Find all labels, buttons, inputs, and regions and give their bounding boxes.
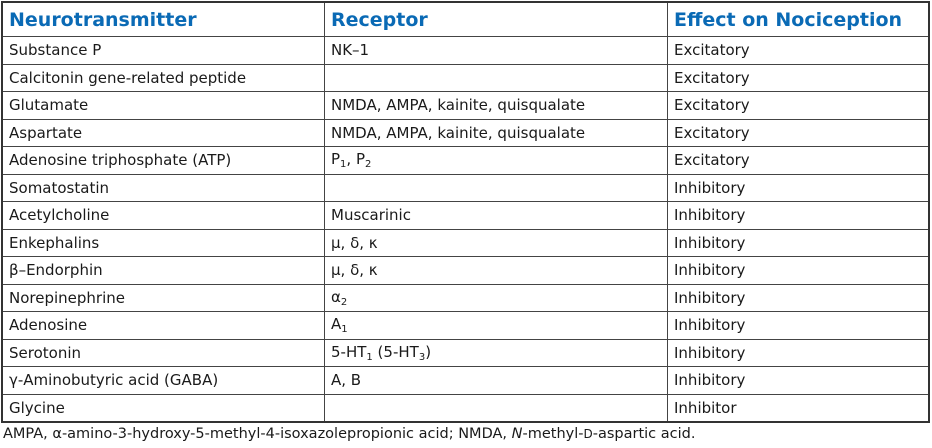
neurotransmitter-cell: Somatostatin	[2, 174, 325, 202]
receptor-text: 5-HT	[331, 342, 367, 361]
receptor-text: μ, δ, κ	[331, 233, 378, 252]
receptor-cell	[325, 64, 668, 92]
table-row	[2, 284, 929, 312]
receptor-text: A, B	[331, 371, 362, 390]
effect-cell: Inhibitory	[668, 367, 930, 395]
table-row	[2, 394, 929, 422]
receptor-cell	[325, 394, 668, 422]
table-row	[2, 257, 929, 285]
receptor-subscript: 2	[340, 296, 348, 308]
table-row	[2, 119, 929, 147]
footnote-text: -aspartic acid.	[592, 426, 696, 442]
neurotransmitter-cell: Acetylcholine	[2, 202, 325, 230]
effect-cell: Inhibitory	[668, 229, 930, 257]
footnote-text: -methyl-	[522, 426, 584, 442]
receptor-subscript: 1	[341, 324, 348, 336]
footnote	[3, 426, 695, 442]
neurotransmitter-cell: Substance P	[2, 37, 325, 65]
table-row	[2, 202, 929, 230]
receptor-cell	[325, 92, 668, 120]
receptor-text: NMDA, AMPA, kainite, quisqualate	[331, 123, 586, 142]
receptor-cell	[325, 284, 668, 312]
receptor-text: Muscarinic	[331, 206, 411, 225]
effect-cell: Inhibitor	[668, 394, 930, 422]
receptor-cell	[325, 339, 668, 367]
header-effect: Effect on Nociception	[668, 2, 930, 37]
effect-cell: Inhibitory	[668, 284, 930, 312]
receptor-text: NMDA, AMPA, kainite, quisqualate	[331, 96, 586, 115]
receptor-subscript: 3	[418, 351, 426, 363]
header-row	[2, 2, 929, 37]
neurotransmitter-cell: Norepinephrine	[2, 284, 325, 312]
receptor-subscript: 1	[340, 159, 347, 171]
table-row	[2, 37, 929, 65]
table-row	[2, 147, 929, 175]
neurotransmitter-cell: β–Endorphin	[2, 257, 325, 285]
neurotransmitter-cell: Serotonin	[2, 339, 325, 367]
effect-cell: Excitatory	[668, 92, 930, 120]
table-row	[2, 229, 929, 257]
footnote-italic: N	[511, 426, 523, 442]
table-row	[2, 64, 929, 92]
receptor-cell	[325, 202, 668, 230]
receptor-text: α	[331, 287, 341, 306]
table-row	[2, 339, 929, 367]
receptor-text: (5-HT	[372, 342, 419, 361]
effect-cell: Inhibitory	[668, 312, 930, 340]
neurotransmitter-cell: Glutamate	[2, 92, 325, 120]
receptor-subscript: 1	[366, 351, 373, 363]
neurotransmitter-cell: Calcitonin gene-related peptide	[2, 64, 325, 92]
receptor-cell	[325, 37, 668, 65]
table-row	[2, 312, 929, 340]
neurotransmitter-cell: Aspartate	[2, 119, 325, 147]
neurotransmitter-cell: Adenosine	[2, 312, 325, 340]
receptor-cell	[325, 147, 668, 175]
receptor-text: , P	[346, 150, 366, 169]
footnote-smallcaps: D	[583, 427, 593, 441]
receptor-text: NK–1	[331, 41, 370, 60]
neurotransmitter-cell: γ-Aminobutyric acid (GABA)	[2, 367, 325, 395]
receptor-cell	[325, 257, 668, 285]
effect-cell: Inhibitory	[668, 257, 930, 285]
table-row	[2, 367, 929, 395]
header-neurotransmitter: Neurotransmitter	[2, 2, 325, 37]
neurotransmitter-cell: Adenosine triphosphate (ATP)	[2, 147, 325, 175]
effect-cell: Excitatory	[668, 147, 930, 175]
receptor-cell	[325, 367, 668, 395]
effect-cell: Excitatory	[668, 37, 930, 65]
receptor-cell	[325, 174, 668, 202]
receptor-cell	[325, 119, 668, 147]
effect-cell: Inhibitory	[668, 174, 930, 202]
neurotransmitter-table	[1, 1, 930, 423]
header-receptor: Receptor	[325, 2, 668, 37]
effect-cell: Inhibitory	[668, 202, 930, 230]
effect-cell: Excitatory	[668, 119, 930, 147]
table-row	[2, 174, 929, 202]
receptor-text: A	[331, 315, 342, 334]
receptor-text: P	[331, 150, 341, 169]
receptor-cell	[325, 312, 668, 340]
receptor-cell	[325, 229, 668, 257]
table-row	[2, 92, 929, 120]
effect-cell: Excitatory	[668, 64, 930, 92]
neurotransmitter-cell: Enkephalins	[2, 229, 325, 257]
receptor-text: μ, δ, κ	[331, 261, 378, 280]
footnote-text: AMPA, α-amino-3-hydroxy-5-methyl-4-isoxazolepropionic acid; NMDA,	[3, 426, 512, 442]
receptor-text: )	[425, 342, 432, 361]
neurotransmitter-cell: Glycine	[2, 394, 325, 422]
receptor-subscript: 2	[365, 159, 372, 171]
effect-cell: Inhibitory	[668, 339, 930, 367]
